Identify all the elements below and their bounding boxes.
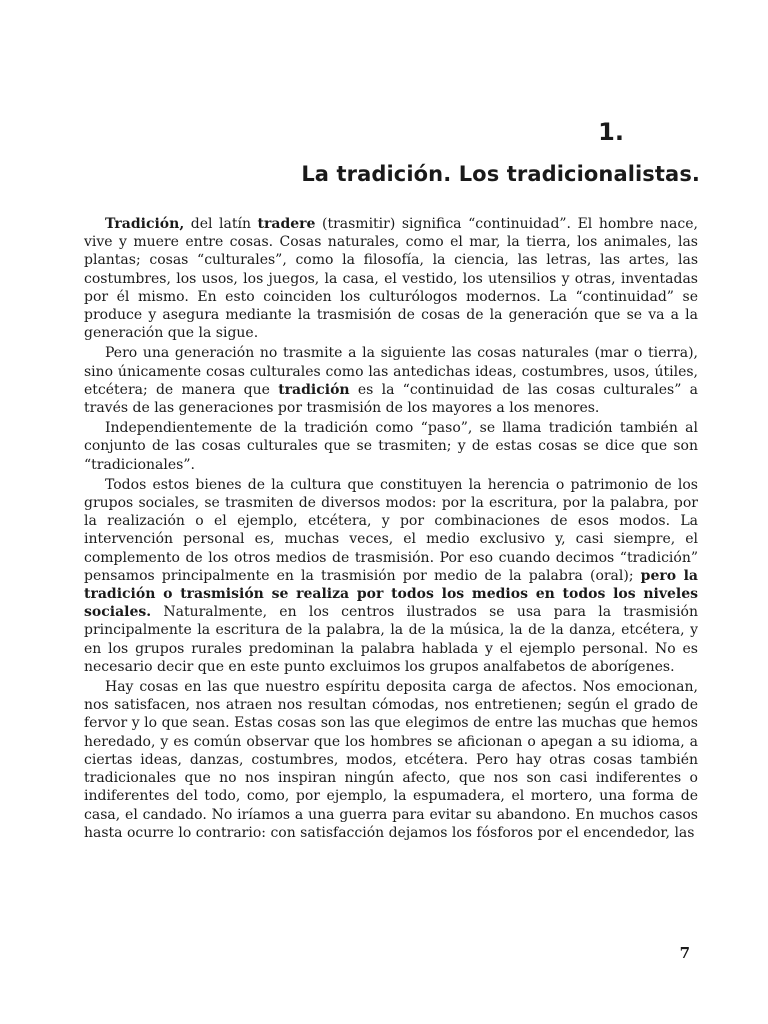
text-run: del latín — [184, 216, 258, 232]
paragraph — [84, 476, 698, 676]
text-run: Independientemente de la tradición como “paso”, se llama tradición también al conjunto de las cosas culturales que se trasmiten; y de estas cosas se dice que son “tradicionales”. — [84, 420, 698, 473]
bold-run: Tradición, — [105, 216, 185, 232]
text-run: Pero una generación no trasmite a la siguiente las cosas naturales (mar o tierra), sino únicamente cosas culturales como las antedichas ideas, costumbres, usos, útiles, etcétera; de manera que — [84, 345, 698, 398]
bold-run: pero la tradición o trasmisión se realiza por todos los medios en todos los niveles sociales. — [84, 567, 698, 621]
page-number: 7 — [679, 944, 690, 962]
text-run: Hay cosas en las que nuestro espíritu deposita carga de afectos. Nos emocionan, nos satisfacen, nos atraen nos resultan cómodas, nos entretienen; según el grado de fervor y lo que sean. Estas cosas son las que elegimos de entre las muchas que hemos heredado, y es común observar que los hombres se aficionan o apegan a su idioma, a ciertas ideas, danzas, costumbres, modos, etcétera. Pero hay otras cosas también tradicionales que no nos inspiran ningún afecto, que nos son casi indiferentes o indiferentes del todo, como, por ejemplo, la espumadera, el mortero, una forma de casa, el candado. No iríamos a una guerra para evitar su abandono. En muchos casos hasta ocurre lo contrario: con satisfacción dejamos los fósforos por el encendedor, las — [84, 679, 698, 841]
bold-run: tradere — [257, 216, 316, 232]
paragraph — [84, 419, 698, 474]
text-run: (trasmitir) significa “continuidad”. El hombre nace, vive y muere entre cosas. Cosas naturales, como el mar, la tierra, los animales, las plantas; cosas “culturales”, como la filosofía, la ciencia, las letras, las artes, las costumbres, los usos, los juegos, la casa, el vestido, los utensilios y otras, inventadas por él mismo. En esto coinciden los culturólogos modernos. La “continuidad” se produce y asegura mediante la trasmisión de cosas de la generación que se va a la generación que la sigue. — [84, 216, 698, 342]
paragraph — [84, 678, 698, 842]
text-run: Naturalmente, en los centros ilustrados se usa para la trasmisión principalmente la escritura de la palabra, la de la música, la de la danza, etcétera, y en los grupos rurales predominan la palabra hablada y el ejemplo personal. No es necesario decir que en este punto excluimos los grupos analfabetos de aborígenes. — [84, 604, 698, 675]
paragraph — [84, 215, 698, 342]
paragraph — [84, 344, 698, 417]
text-run: Todos estos bienes de la cultura que constituyen la herencia o patrimonio de los grupos sociales, se trasmiten de diversos modos: por la escritura, por la palabra, por la realización o el ejemplo, etcétera, y por combinaciones de esos modos. La intervención personal es, muchas veces, el medio exclusivo y, casi siempre, el complemento de los otros medios de trasmisión. Por eso cuando decimos “tradición” pensamos principalmente en la trasmisión por medio de la palabra (oral); — [84, 476, 698, 584]
chapter-number: 1. — [598, 118, 624, 146]
bold-run: tradición — [278, 381, 350, 398]
text-run: es la “continuidad de las cosas culturales” a través de las generaciones por trasmisión de los mayores a los menores. — [84, 381, 699, 417]
chapter-title: La tradición. Los tradicionalistas. — [301, 162, 700, 186]
body-text — [84, 215, 698, 844]
